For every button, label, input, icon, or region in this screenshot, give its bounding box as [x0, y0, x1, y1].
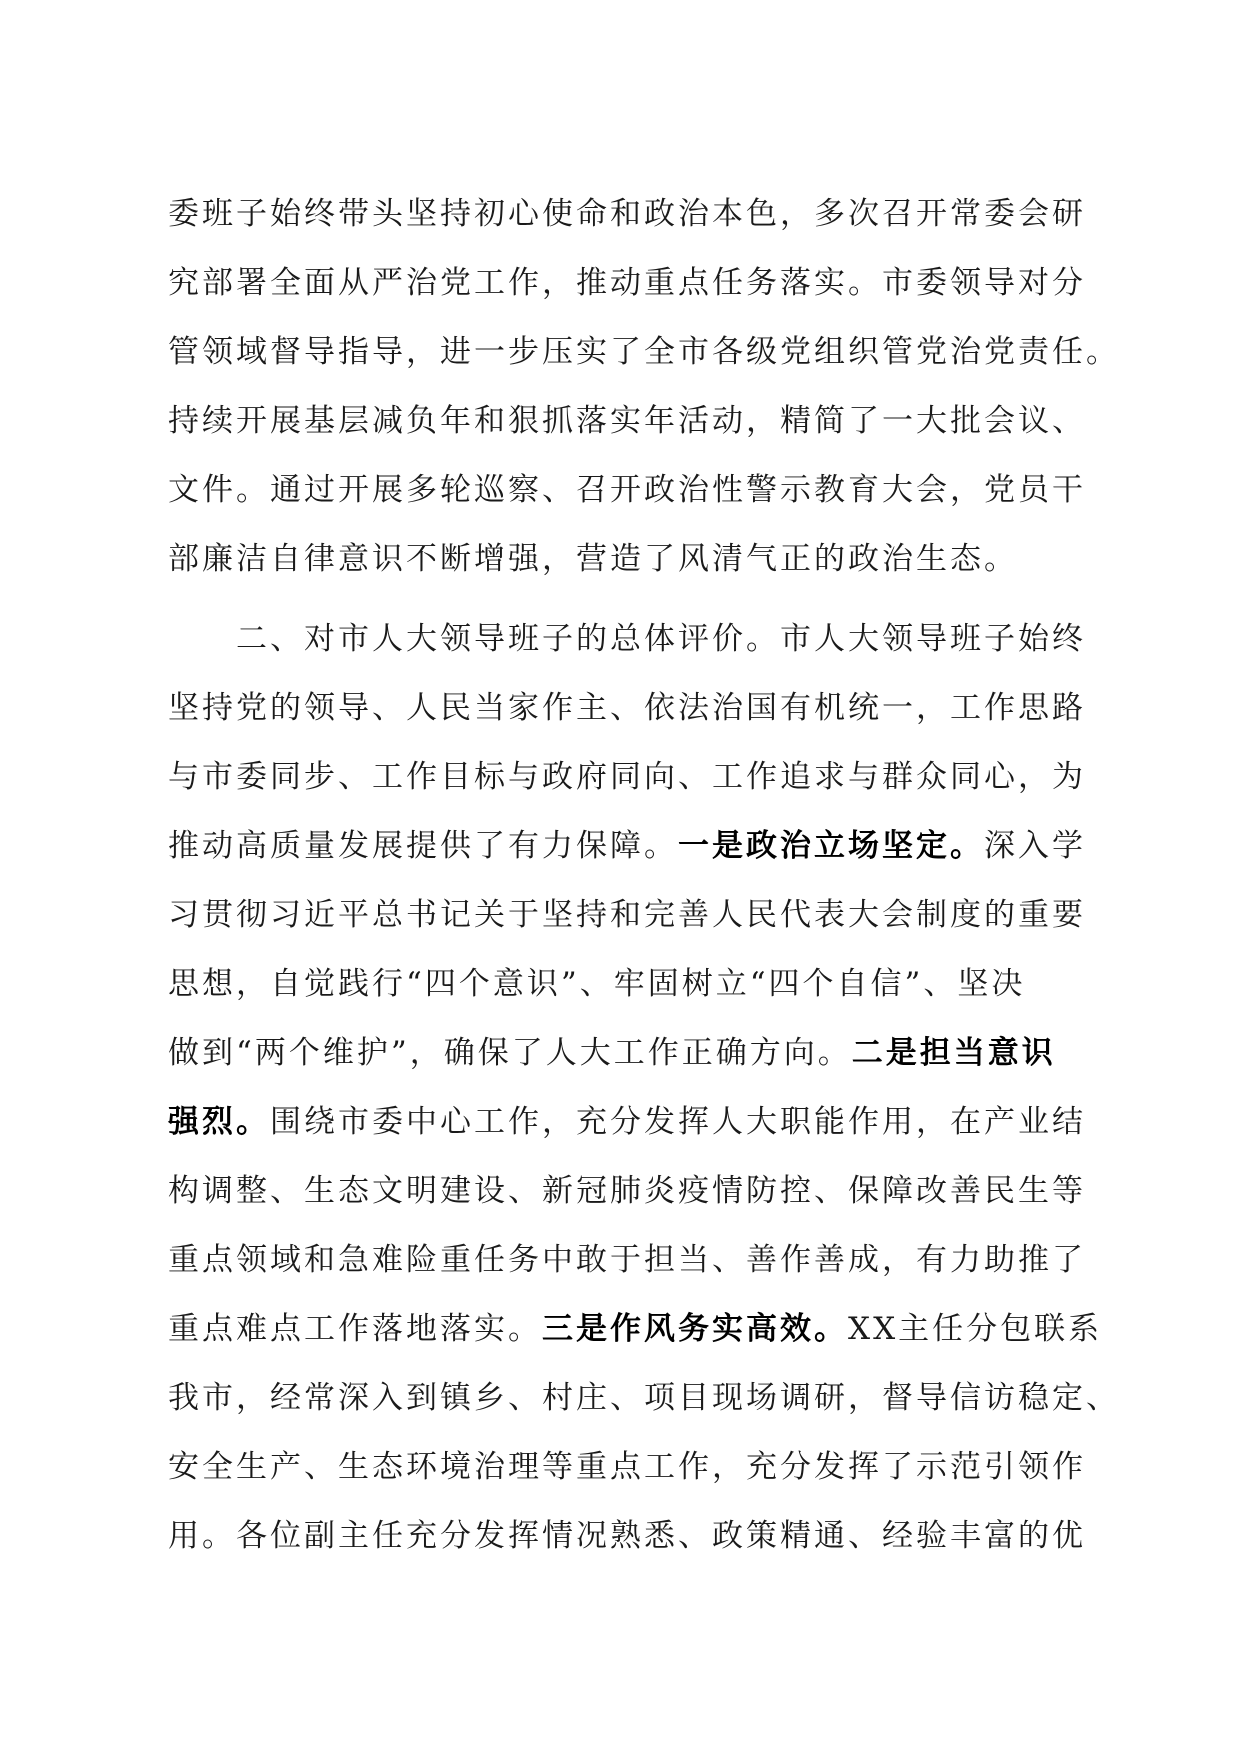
- text-line: [168, 332, 1120, 372]
- text-line: [168, 1378, 1120, 1418]
- text-line: [168, 401, 1086, 441]
- text-segment: 深入学: [984, 828, 1086, 864]
- text-segment: 围绕市委中心工作，充分发挥人大职能作用，在产业结: [270, 1104, 1086, 1140]
- text-segment: 坚持党的领导、人民当家作主、依法治国有机统一，工作思路: [168, 690, 1086, 726]
- text-line: [168, 1102, 1086, 1142]
- text-segment: 部廉洁自律意识不断增强，营造了风清气正的政治生态。: [168, 541, 1018, 577]
- text-segment: 构调整、生态文明建设、新冠肺炎疫情防控、保障改善民生等: [168, 1173, 1086, 1209]
- text-line: [168, 263, 1086, 303]
- text-line: [168, 1240, 1086, 1280]
- text-segment: 做到“两个维护”，确保了人大工作正确方向。: [168, 1035, 852, 1071]
- text-segment: 重点领域和急难险重任务中敢于担当、善作善成，有力助推了: [168, 1242, 1086, 1278]
- text-line: [168, 1033, 1056, 1073]
- text-line: [168, 194, 1086, 234]
- text-segment: 管领域督导指导，进一步压实了全市各级党组织管党治党责任。: [168, 334, 1120, 370]
- text-segment: XX主任分包联系: [848, 1311, 1103, 1347]
- text-line: [236, 619, 1086, 659]
- text-segment: 推动高质量发展提供了有力保障。: [168, 828, 678, 864]
- bold-heading-segment: 三是作风务实高效。: [542, 1311, 848, 1347]
- text-line: [168, 470, 1086, 510]
- bold-heading-segment: 二是担当意识: [851, 1035, 1056, 1071]
- bold-heading-segment: 一是政治立场坚定。: [678, 828, 984, 864]
- text-segment: 安全生产、生态环境治理等重点工作，充分发挥了示范引领作: [168, 1449, 1086, 1485]
- text-segment: 二、对市人大领导班子的总体评价。市人大领导班子始终: [236, 621, 1086, 657]
- bold-heading-segment: 强烈。: [168, 1104, 270, 1140]
- text-segment: 文件。通过开展多轮巡察、召开政治性警示教育大会，党员干: [168, 472, 1086, 508]
- text-segment: 习贯彻习近平总书记关于坚持和完善人民代表大会制度的重要: [168, 897, 1086, 933]
- text-line: [168, 1309, 1102, 1349]
- text-segment: 重点难点工作落地落实。: [168, 1311, 542, 1347]
- text-line: [168, 757, 1086, 797]
- text-line: [168, 895, 1086, 935]
- text-segment: 我市，经常深入到镇乡、村庄、项目现场调研，督导信访稳定、: [168, 1380, 1120, 1416]
- text-segment: 持续开展基层减负年和狠抓落实年活动，精简了一大批会议、: [168, 403, 1086, 439]
- text-line: [168, 1516, 1086, 1556]
- text-line: [168, 1447, 1086, 1487]
- text-line: [168, 826, 1086, 866]
- text-segment: 与市委同步、工作目标与政府同向、工作追求与群众同心，为: [168, 759, 1086, 795]
- text-line: [168, 1171, 1086, 1211]
- text-segment: 用。各位副主任充分发挥情况熟悉、政策精通、经验丰富的优: [168, 1518, 1086, 1554]
- text-line: [168, 539, 1018, 579]
- text-segment: 究部署全面从严治党工作，推动重点任务落实。市委领导对分: [168, 265, 1086, 301]
- text-line: [168, 688, 1086, 728]
- text-line: [168, 964, 1025, 1004]
- text-segment: 委班子始终带头坚持初心使命和政治本色，多次召开常委会研: [168, 196, 1086, 232]
- text-segment: 思想，自觉践行“四个意识”、牢固树立“四个自信”、坚决: [168, 966, 1026, 1002]
